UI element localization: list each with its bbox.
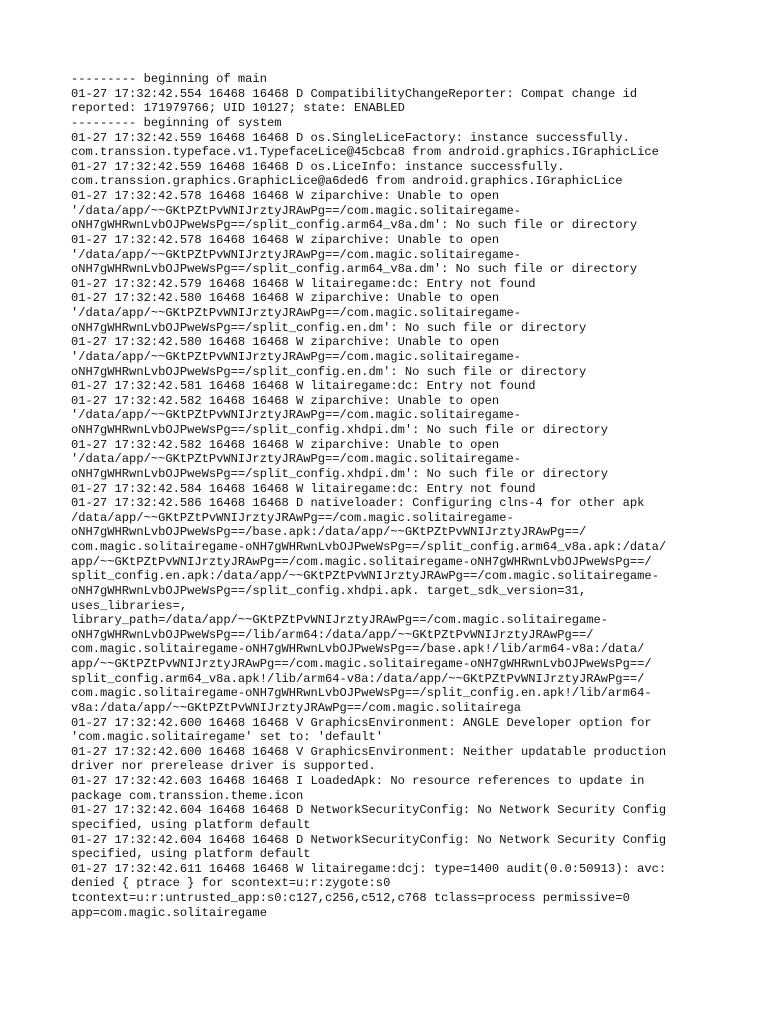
log-line: --------- beginning of main (71, 72, 267, 86)
log-line: reported: 171979766; UID 10127; state: ENABLED (71, 101, 405, 116)
log-line: 01-27 17:32:42.611 16468 16468 W litairegame:dcj: type=1400 audit(0.0:50913): avc: (71, 861, 667, 876)
log-line: com.magic.solitairegame-oNH7gWHRwnLvbOJPweWsPg==/split_config.arm64_v8a.apk:/data/ (71, 540, 667, 554)
log-line: app/~~GKtPZtPvWNIJrztyJRAwPg==/com.magic.solitairegame-oNH7gWHRwnLvbOJPweWsPg==/ (71, 657, 652, 671)
log-line: oNH7gWHRwnLvbOJPweWsPg==/split_config.xhdpi.dm': No such file or directory (71, 423, 609, 437)
log-line: 01-27 17:32:42.584 16468 16468 W litairegame:dc: Entry not found (71, 481, 536, 496)
log-line: 01-27 17:32:42.578 16468 16468 W ziparchive: Unable to open (71, 232, 500, 247)
log-line: 01-27 17:32:42.579 16468 16468 W litairegame:dc: Entry not found (71, 276, 536, 291)
log-line: '/data/app/~~GKtPZtPvWNIJrztyJRAwPg==/com.magic.solitairegame- (71, 452, 521, 467)
log-line: oNH7gWHRwnLvbOJPweWsPg==/split_config.arm64_v8a.dm': No such file or directory (71, 262, 638, 277)
log-line: app=com.magic.solitairegame (71, 905, 267, 920)
log-line: com.transsion.typeface.v1.TypefaceLice@45cbca8 from android.graphics.IGraphicLice (71, 145, 659, 160)
log-line: 01-27 17:32:42.554 16468 16468 D CompatibilityChangeReporter: Compat change id (71, 86, 638, 101)
log-line: oNH7gWHRwnLvbOJPweWsPg==/split_config.xhdpi.apk. target_sdk_version=31, (71, 583, 587, 598)
log-line: 01-27 17:32:42.582 16468 16468 W ziparchive: Unable to open (71, 437, 500, 452)
log-line: 01-27 17:32:42.603 16468 16468 I LoadedApk: No resource references to update in (71, 774, 645, 788)
log-line: 01-27 17:32:42.581 16468 16468 W litairegame:dc: Entry not found (71, 379, 536, 394)
log-line: '/data/app/~~GKtPZtPvWNIJrztyJRAwPg==/com.magic.solitairegame- (71, 306, 521, 320)
log-line: '/data/app/~~GKtPZtPvWNIJrztyJRAwPg==/com.magic.solitairegame- (71, 349, 521, 364)
log-line: /data/app/~~GKtPZtPvWNIJrztyJRAwPg==/com.magic.solitairegame- (71, 510, 514, 525)
log-line: specified, using platform default (71, 847, 311, 862)
log-line: 01-27 17:32:42.580 16468 16468 W ziparchive: Unable to open (71, 291, 500, 306)
log-text-block (71, 72, 711, 920)
log-line: '/data/app/~~GKtPZtPvWNIJrztyJRAwPg==/com.magic.solitairegame- (71, 408, 521, 423)
log-line: app/~~GKtPZtPvWNIJrztyJRAwPg==/com.magic.solitairegame-oNH7gWHRwnLvbOJPweWsPg==/ (71, 554, 652, 569)
log-document (71, 72, 711, 920)
log-line: uses_libraries=, (71, 598, 188, 613)
log-line: 01-27 17:32:42.578 16468 16468 W ziparchive: Unable to open (71, 189, 500, 203)
log-line: 01-27 17:32:42.600 16468 16468 V GraphicsEnvironment: ANGLE Developer option for (71, 715, 652, 730)
log-line: com.magic.solitairegame-oNH7gWHRwnLvbOJPweWsPg==/base.apk!/lib/arm64-v8a:/data/ (71, 642, 645, 657)
log-line: 01-27 17:32:42.604 16468 16468 D NetworkSecurityConfig: No Network Security Config (71, 832, 667, 847)
log-line: oNH7gWHRwnLvbOJPweWsPg==/split_config.en.dm': No such file or directory (71, 320, 587, 335)
log-line: oNH7gWHRwnLvbOJPweWsPg==/split_config.xhdpi.dm': No such file or directory (71, 466, 609, 481)
log-line: specified, using platform default (71, 817, 311, 832)
log-line: tcontext=u:r:untrusted_app:s0:c127,c256,c512,c768 tclass=process permissive=0 (71, 891, 630, 905)
log-line: 01-27 17:32:42.604 16468 16468 D NetworkSecurityConfig: No Network Security Config (71, 803, 667, 818)
log-line: '/data/app/~~GKtPZtPvWNIJrztyJRAwPg==/com.magic.solitairegame- (71, 203, 521, 218)
log-line: oNH7gWHRwnLvbOJPweWsPg==/base.apk:/data/app/~~GKtPZtPvWNIJrztyJRAwPg==/ (71, 525, 587, 540)
log-line: '/data/app/~~GKtPZtPvWNIJrztyJRAwPg==/com.magic.solitairegame- (71, 247, 521, 262)
log-line: 01-27 17:32:42.582 16468 16468 W ziparchive: Unable to open (71, 393, 500, 408)
log-line: 01-27 17:32:42.559 16468 16468 D os.LiceInfo: instance successfully. (71, 159, 565, 174)
log-line: com.transsion.graphics.GraphicLice@a6ded6 from android.graphics.IGraphicLice (71, 174, 623, 189)
log-line: 01-27 17:32:42.600 16468 16468 V GraphicsEnvironment: Neither updatable production (71, 744, 667, 759)
log-line: v8a:/data/app/~~GKtPZtPvWNIJrztyJRAwPg==/com.magic.solitairega (71, 700, 521, 715)
log-line: oNH7gWHRwnLvbOJPweWsPg==/split_config.arm64_v8a.dm': No such file or directory (71, 218, 638, 233)
log-line: library_path=/data/app/~~GKtPZtPvWNIJrztyJRAwPg==/com.magic.solitairegame- (71, 613, 609, 628)
log-line: oNH7gWHRwnLvbOJPweWsPg==/lib/arm64:/data/app/~~GKtPZtPvWNIJrztyJRAwPg==/ (71, 627, 594, 642)
log-line: 01-27 17:32:42.586 16468 16468 D nativeloader: Configuring clns-4 for other apk (71, 496, 645, 511)
log-line: oNH7gWHRwnLvbOJPweWsPg==/split_config.en.dm': No such file or directory (71, 364, 587, 379)
log-line: com.magic.solitairegame-oNH7gWHRwnLvbOJPweWsPg==/split_config.en.apk!/lib/arm64- (71, 686, 652, 701)
log-line: --------- beginning of system (71, 115, 282, 130)
log-line: package com.transsion.theme.icon (71, 788, 304, 803)
log-line: split_config.arm64_v8a.apk!/lib/arm64-v8a:/data/app/~~GKtPZtPvWNIJrztyJRAwPg==/ (71, 671, 645, 686)
log-line: 'com.magic.solitairegame' set to: 'default' (71, 730, 384, 745)
log-line: denied { ptrace } for scontext=u:r:zygote:s0 (71, 876, 391, 891)
log-line: driver nor prerelease driver is supported. (71, 759, 376, 774)
log-line: 01-27 17:32:42.580 16468 16468 W ziparchive: Unable to open (71, 335, 500, 350)
log-line: 01-27 17:32:42.559 16468 16468 D os.SingleLiceFactory: instance successfully. (71, 130, 630, 145)
log-line: split_config.en.apk:/data/app/~~GKtPZtPvWNIJrztyJRAwPg==/com.magic.solitairegame- (71, 569, 659, 584)
